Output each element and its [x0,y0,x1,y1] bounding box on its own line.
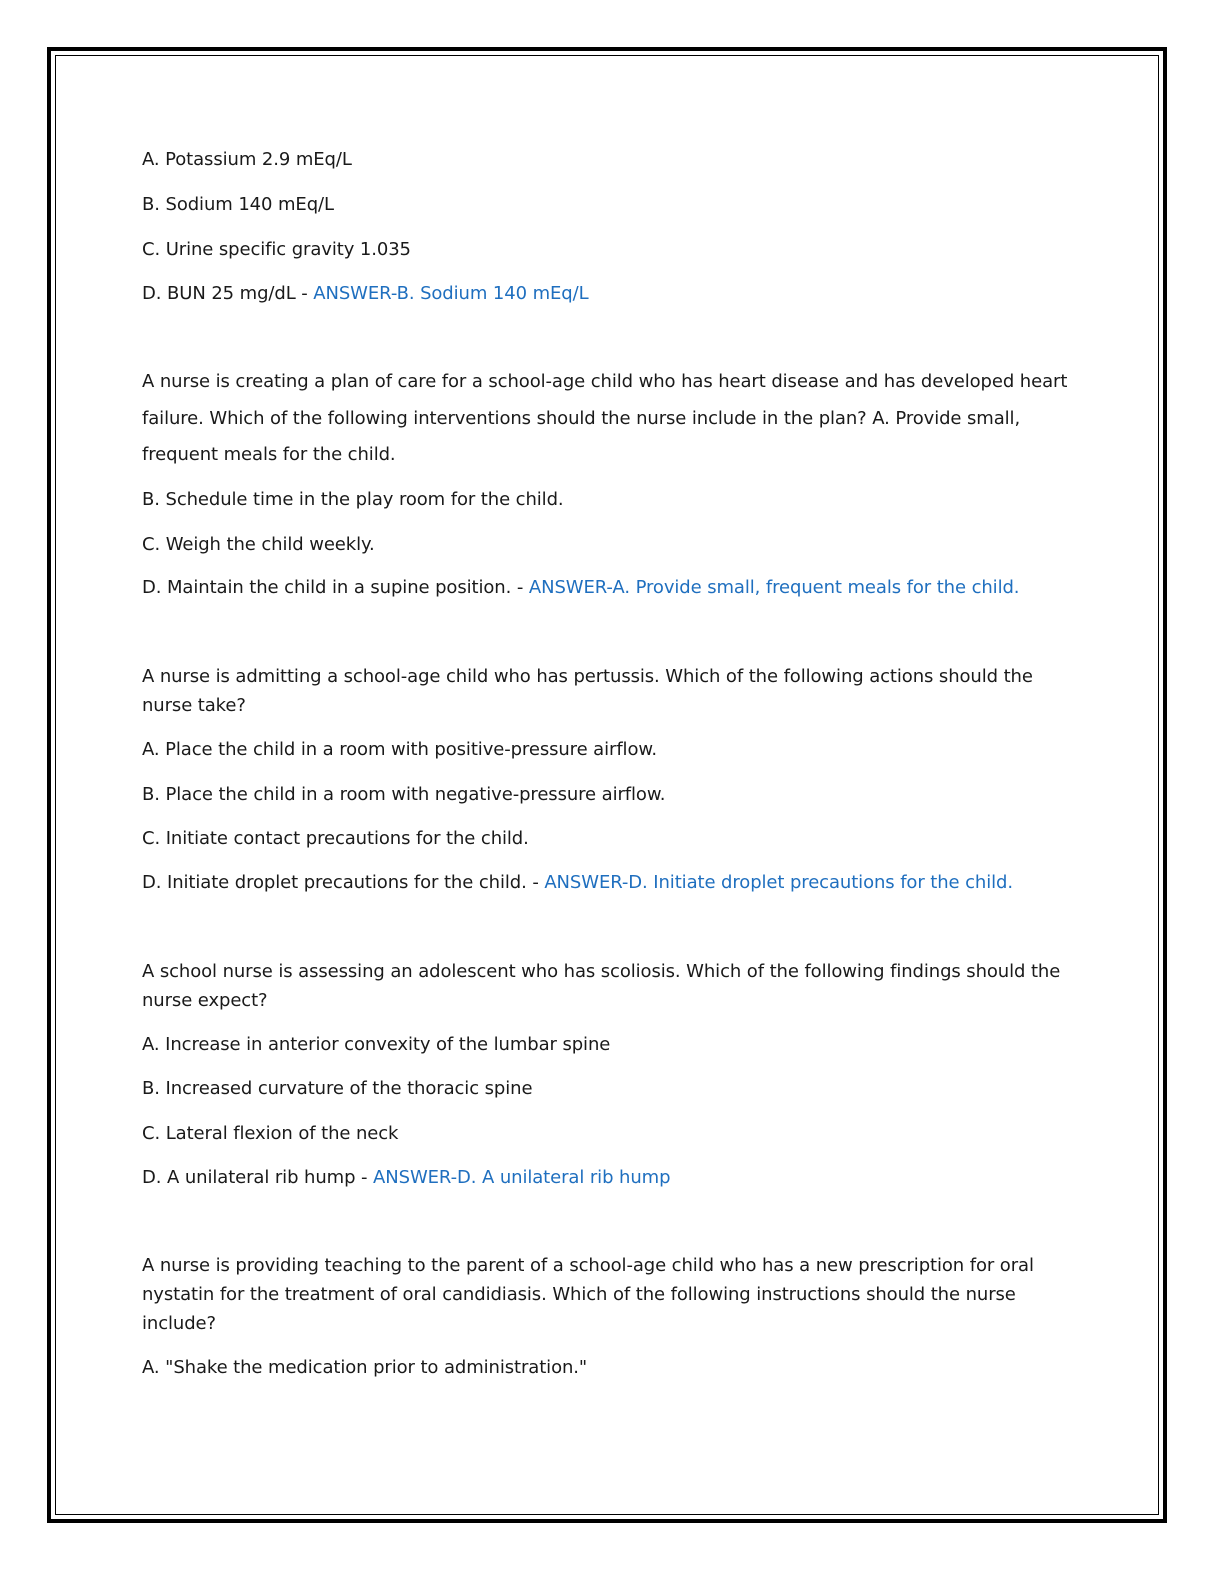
option-text: D. Initiate droplet precautions for the child. - [142,872,539,893]
answer-line [142,284,589,304]
option-line: B. Increased curvature of the thoracic spine [142,1078,533,1099]
option-line: C. Urine specific gravity 1.035 [142,239,411,260]
question-stem-line: include? [142,1313,216,1334]
answer-line [142,873,1013,893]
question-stem-line: nystatin for the treatment of oral candidiasis. Which of the following instructions should the nurse [142,1284,1016,1305]
question-stem-line: A nurse is creating a plan of care for a school-age child who has heart disease and has developed heart [142,371,1068,392]
question-stem-line: failure. Which of the following interventions should the nurse include in the plan? A. Provide small, [142,408,1021,429]
option-line: C. Weigh the child weekly. [142,534,375,555]
option-line: A. Potassium 2.9 mEq/L [142,149,352,170]
option-line: B. Schedule time in the play room for the child. [142,489,564,510]
option-text: D. A unilateral rib hump - [142,1167,368,1188]
option-line: C. Initiate contact precautions for the child. [142,828,529,849]
question-stem-line: A nurse is admitting a school-age child who has pertussis. Which of the following actions should the [142,666,1033,687]
option-line: C. Lateral flexion of the neck [142,1123,399,1144]
option-line: B. Place the child in a room with negative-pressure airflow. [142,784,666,805]
option-text: D. BUN 25 mg/dL - [142,283,308,304]
question-stem-line: nurse take? [142,695,246,716]
option-line: A. "Shake the medication prior to administration." [142,1357,588,1378]
answer-text: ANSWER-A. Provide small, frequent meals for the child. [528,577,1020,598]
option-line: B. Sodium 140 mEq/L [142,194,334,215]
option-line: A. Place the child in a room with positive-pressure airflow. [142,739,657,760]
answer-line [142,578,1019,598]
answer-text: ANSWER-B. Sodium 140 mEq/L [313,283,589,304]
answer-text: ANSWER-D. Initiate droplet precautions for the child. [544,872,1013,893]
question-stem-line: frequent meals for the child. [142,444,396,465]
answer-text: ANSWER-D. A unilateral rib hump [373,1167,671,1188]
question-stem-line: nurse expect? [142,990,268,1011]
option-line: A. Increase in anterior convexity of the lumbar spine [142,1034,611,1055]
question-stem-line: A nurse is providing teaching to the parent of a school-age child who has a new prescription for oral [142,1255,1034,1276]
question-stem-line: A school nurse is assessing an adolescent who has scoliosis. Which of the following findings should the [142,961,1061,982]
option-text: D. Maintain the child in a supine position. - [142,577,524,598]
answer-line [142,1168,670,1188]
